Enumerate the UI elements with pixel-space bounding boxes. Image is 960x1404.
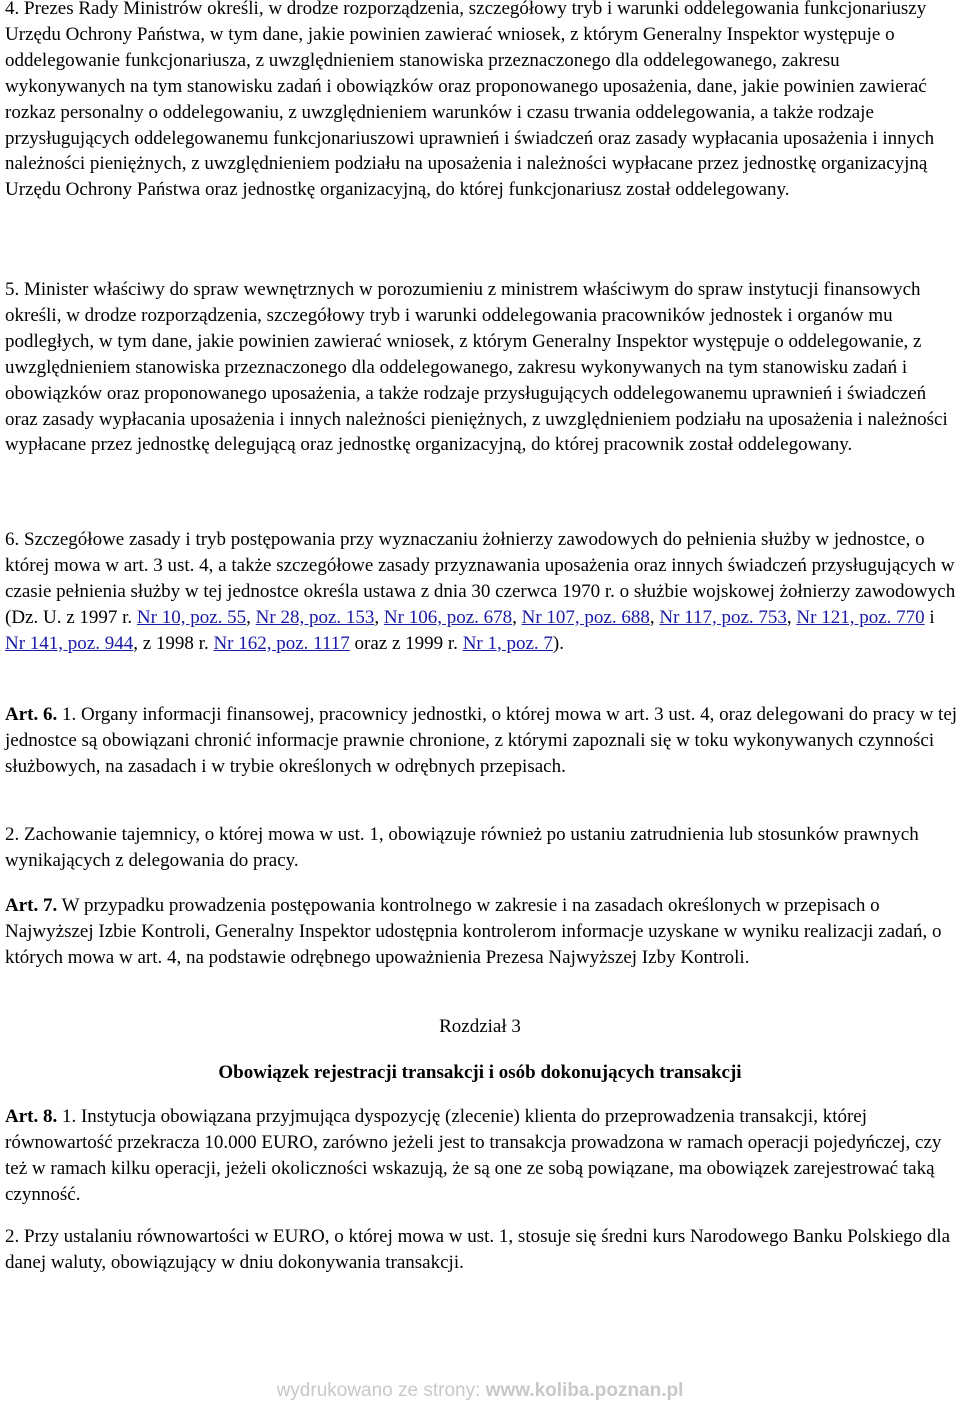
- link-nr-1-poz-7[interactable]: Nr 1, poz. 7: [462, 632, 553, 654]
- link-nr-10-poz-55[interactable]: Nr 10, poz. 55: [136, 606, 247, 628]
- article-8-label: Art. 8.: [5, 1106, 58, 1127]
- link-nr-28-poz-153[interactable]: Nr 28, poz. 153: [255, 606, 375, 628]
- article-7: Art. 7. W przypadku prowadzenia postępowania kontrolnego w zakresie i na zasadach określonych w przepisach o Najwyższej Izbie Kontroli, Generalny Inspektor udostępnia kontrolerom informacje uzyskane w wyniku realizacji zadań, o których mowa w art. 4, na podstawie odrębnego upoważnienia Prezesa Najwyższej Izby Kontroli.: [5, 895, 942, 968]
- article-8-paragraph-2: 2. Przy ustalaniu równowartości w EURO, o której mowa w ust. 1, stosuje się średni kurs Narodowego Banku Polskiego dla danej waluty, obowiązujący w dniu dokonywania transakcji.: [5, 1226, 951, 1273]
- chapter-heading: Rozdział 3: [439, 1016, 521, 1037]
- paragraph-4: 4. Prezes Rady Ministrów określi, w drodze rozporządzenia, szczegółowy tryb i warunki oddelegowania funkcjonariuszy Urzędu Ochrony Państwa, w tym dane, jakie powinien zawierać wniosek, z którym Generalny Inspektor występuje o oddelegowanie funkcjonariusza, z uwzględnieniem stanowiska przeznaczonego dla oddelegowanego, zakresu wykonywanych na tym stanowisku zadań i obowiązków oraz proponowanego uposażenia, dane, jakie powinien zawierać rozkaz personalny o oddelegowaniu, z uwzględnieniem warunków i czasu trwania oddelegowania, a także rodzaje przysługujących oddelegowanemu funkcjonariuszowi uprawnień i świadczeń oraz zasady wypłacania uposażenia i innych należności pieniężnych, z uwzględnieniem podziału na uposażenia i należności wypłacane przez jednostkę organizacyjną Urzędu Ochrony Państwa oraz jednostkę organizacyjną, do której funkcjonariusz został oddelegowany.: [5, 0, 935, 201]
- article-6-paragraph-1: Art. 6. 1. Organy informacji finansowej, pracownicy jednostki, o której mowa w art. 3 ust. 4, oraz delegowani do pracy w tej jednostce są obowiązani chronić informacje prawnie chronione, z którymi zapoznali się w toku wykonywanych czynności służbowych, na zasadach i w trybie określonych w odrębnych przepisach.: [5, 704, 958, 777]
- link-nr-121-poz-770[interactable]: Nr 121, poz. 770: [796, 606, 925, 628]
- link-nr-107-poz-688[interactable]: Nr 107, poz. 688: [521, 606, 650, 628]
- article-6-paragraph-2: 2. Zachowanie tajemnicy, o której mowa w ust. 1, obowiązuje również po ustaniu zatrudnienia lub stosunków prawnych wynikających z delegowania do pracy.: [5, 824, 919, 871]
- footer-site: www.koliba.poznan.pl: [485, 1380, 684, 1401]
- chapter-title: Obowiązek rejestracji transakcji i osób dokonujących transakcji: [218, 1062, 742, 1083]
- print-footer: wydrukowano ze strony: www.koliba.poznan.pl: [276, 1380, 684, 1401]
- article-8-paragraph-1: Art. 8. 1. Instytucja obowiązana przyjmująca dyspozycję (zlecenie) klienta do przeprowadzenia transakcji, której równowartość przekracza 10.000 EURO, zarówno jeżeli jest to transakcja prowadzona w ramach operacji pojedyńczej, czy też w ramach kilku operacji, jeżeli okoliczności wskazują, że są one ze sobą powiązane, ma obowiązek zarejestrować taką czynność.: [5, 1106, 942, 1205]
- paragraph-5: 5. Minister właściwy do spraw wewnętrznych w porozumieniu z ministrem właściwym do spraw instytucji finansowych określi, w drodze rozporządzenia, szczegółowy tryb i warunki oddelegowania pracowników jednostek i organów mu podległych, w tym dane, jakie powinien zawierać wniosek, z którym Generalny Inspektor występuje o oddelegowanie, z uwzględnieniem stanowiska przeznaczonego dla oddelegowanego, zakresu wykonywanych na tym stanowisku zadań i obowiązków oraz proponowanego uposażenia, a także rodzaje przysługujących oddelegowanemu uprawnień i świadczeń oraz zasady wypłacania uposażenia i innych należności pieniężnych, z uwzględnieniem podziału na uposażenia i należności wypłacane przez jednostkę delegującą oraz jednostkę organizacyjną, do której pracownik został oddelegowany.: [5, 279, 948, 456]
- paragraph-6: 6. Szczegółowe zasady i tryb postępowania przy wyznaczaniu żołnierzy zawodowych do pełnienia służby w jednostce, o której mowa w art. 3 ust. 4, a także szczegółowe zasady przyznawania uposażenia oraz innych świadczeń przysługujących w czasie pełnienia służby w tej jednostce określa ustawa z dnia 30 czerwca 1970 r. o służbie wojskowej żołnierzy zawodowych (Dz. U. z 1997 r. Nr 10, poz. 55, Nr 28, poz. 153, Nr 106, poz. 678, Nr 107, poz. 688, Nr 117, poz. 753, Nr 121, poz. 770 i Nr 141, poz. 944, z 1998 r. Nr 162, poz. 1117 oraz z 1999 r. Nr 1, poz. 7).: [5, 529, 956, 654]
- article-7-label: Art. 7.: [5, 895, 58, 916]
- link-nr-141-poz-944[interactable]: Nr 141, poz. 944: [5, 632, 134, 654]
- link-nr-106-poz-678[interactable]: Nr 106, poz. 678: [383, 606, 513, 628]
- article-6-label: Art. 6.: [5, 704, 58, 725]
- link-nr-117-poz-753[interactable]: Nr 117, poz. 753: [659, 606, 787, 628]
- link-nr-162-poz-1117[interactable]: Nr 162, poz. 1117: [213, 632, 350, 654]
- paragraph-6-text: 6. Szczegółowe zasady i tryb postępowania przy wyznaczaniu żołnierzy zawodowych do pełnienia służby w jednostce, o której mowa w art. 3 ust. 4, a także szczegółowe zasady przyznawania uposażenia oraz innych świadczeń przysługujących w czasie pełnienia służby w tej jednostce określa ustawa z dnia 30 czerwca 1970 r. o służbie wojskowej żołnierzy zawodowych (Dz. U. z 1997 r.: [5, 529, 956, 628]
